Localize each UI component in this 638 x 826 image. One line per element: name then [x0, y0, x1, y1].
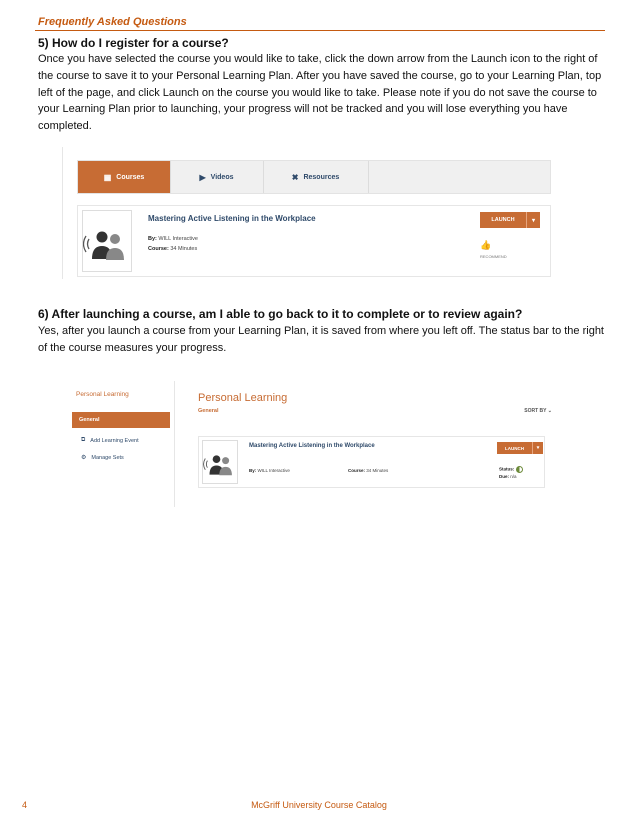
tab-courses-label: Courses [116, 173, 145, 181]
course-author [148, 236, 198, 242]
add-event-icon: ⧉ [81, 437, 86, 443]
course-title[interactable]: Mastering Active Listening in the Workplace [249, 443, 375, 449]
section-label: General [198, 408, 219, 414]
by-value: WILL Interactive [158, 236, 198, 242]
launch-button[interactable] [497, 442, 543, 454]
learning-plan-course-card [198, 436, 545, 488]
launch-label: LAUNCH [491, 217, 515, 223]
tab-courses[interactable] [78, 161, 171, 193]
by-label: By: [249, 468, 257, 473]
status-label: Status: [499, 466, 515, 472]
thumbs-up-icon[interactable]: 👍 [480, 240, 492, 250]
by-value: WILL Interactive [257, 468, 290, 473]
tab-resources[interactable] [263, 161, 369, 193]
tab-videos[interactable] [170, 161, 264, 193]
video-icon: ▶ [199, 172, 206, 182]
sidebar-item-label: Add Learning Event [90, 437, 139, 444]
course-author [249, 468, 290, 473]
course-duration [348, 468, 388, 473]
due-value: n/a [510, 474, 517, 479]
chevron-down-icon[interactable]: ▾ [532, 442, 543, 454]
recommend-label[interactable]: RECOMMEND [480, 254, 507, 259]
course-value: 34 Minutes [170, 246, 198, 252]
q5-body: Once you have selected the course you would like to take, click the down arrow from the Launch icon to the right of the course to save it to your Personal Learning Plan. After you have saved the course, go to your Learning Plan, top left of the page, and click Launch on the course you would like to take. Please note if you do not save the course to your Learning Plan prior to launching, your progress will not be tracked and you will lose everything you have completed. [38, 53, 602, 133]
chevron-down-icon: ⌄ [547, 408, 552, 414]
sidebar [64, 381, 175, 507]
progress-icon [516, 466, 523, 473]
course-value: 34 Minutes [366, 468, 389, 473]
due-field [499, 474, 517, 479]
course-title[interactable]: Mastering Active Listening in the Workplace [148, 214, 316, 223]
footer-text: McGriff University Course Catalog [251, 800, 387, 810]
launch-label: LAUNCH [505, 445, 524, 451]
sidebar-item-label: Manage Sets [91, 454, 124, 461]
course-label: Course: [148, 246, 169, 252]
launch-button[interactable] [480, 212, 540, 228]
status-field [499, 466, 523, 473]
listening-people-icon [83, 211, 131, 271]
course-card [77, 205, 551, 277]
due-label: Due: [499, 474, 509, 479]
by-label: By: [148, 236, 157, 242]
listening-people-icon [203, 441, 237, 483]
q5-heading: 5) How do I register for a course? [38, 36, 229, 50]
header-rule [35, 30, 605, 31]
course-label: Course: [348, 468, 366, 473]
course-thumbnail [82, 210, 132, 272]
sort-by-label: SORT BY [524, 408, 547, 414]
tab-resources-label: Resources [303, 173, 340, 181]
tools-icon: ✖ [291, 172, 299, 182]
q6-heading: 6) After launching a course, am I able to go back to it to complete or to review again? [38, 307, 523, 321]
calendar-icon: ▦ [103, 172, 112, 182]
course-catalog-screenshot [62, 147, 553, 279]
header-title: Frequently Asked Questions [38, 16, 187, 28]
sidebar-title: Personal Learning [76, 391, 129, 398]
page-number: 4 [22, 800, 28, 810]
tab-bar [77, 160, 551, 194]
sidebar-item-add-learning-event[interactable] [81, 437, 139, 444]
sidebar-item-manage-sets[interactable] [81, 454, 124, 461]
course-duration [148, 246, 197, 252]
course-thumbnail [202, 440, 238, 484]
sidebar-item-general[interactable]: General [72, 412, 170, 428]
q6-body: Yes, after you launch a course from your Learning Plan, it is saved from where you left off. The status bar to the right of the course measures your progress. [38, 325, 604, 354]
personal-learning-screenshot [64, 381, 559, 507]
sort-by-dropdown[interactable] [524, 408, 552, 414]
gear-icon: ⚙ [81, 455, 87, 461]
chevron-down-icon[interactable]: ▾ [526, 212, 540, 228]
page-title: Personal Learning [198, 392, 288, 404]
tab-videos-label: Videos [210, 173, 234, 181]
